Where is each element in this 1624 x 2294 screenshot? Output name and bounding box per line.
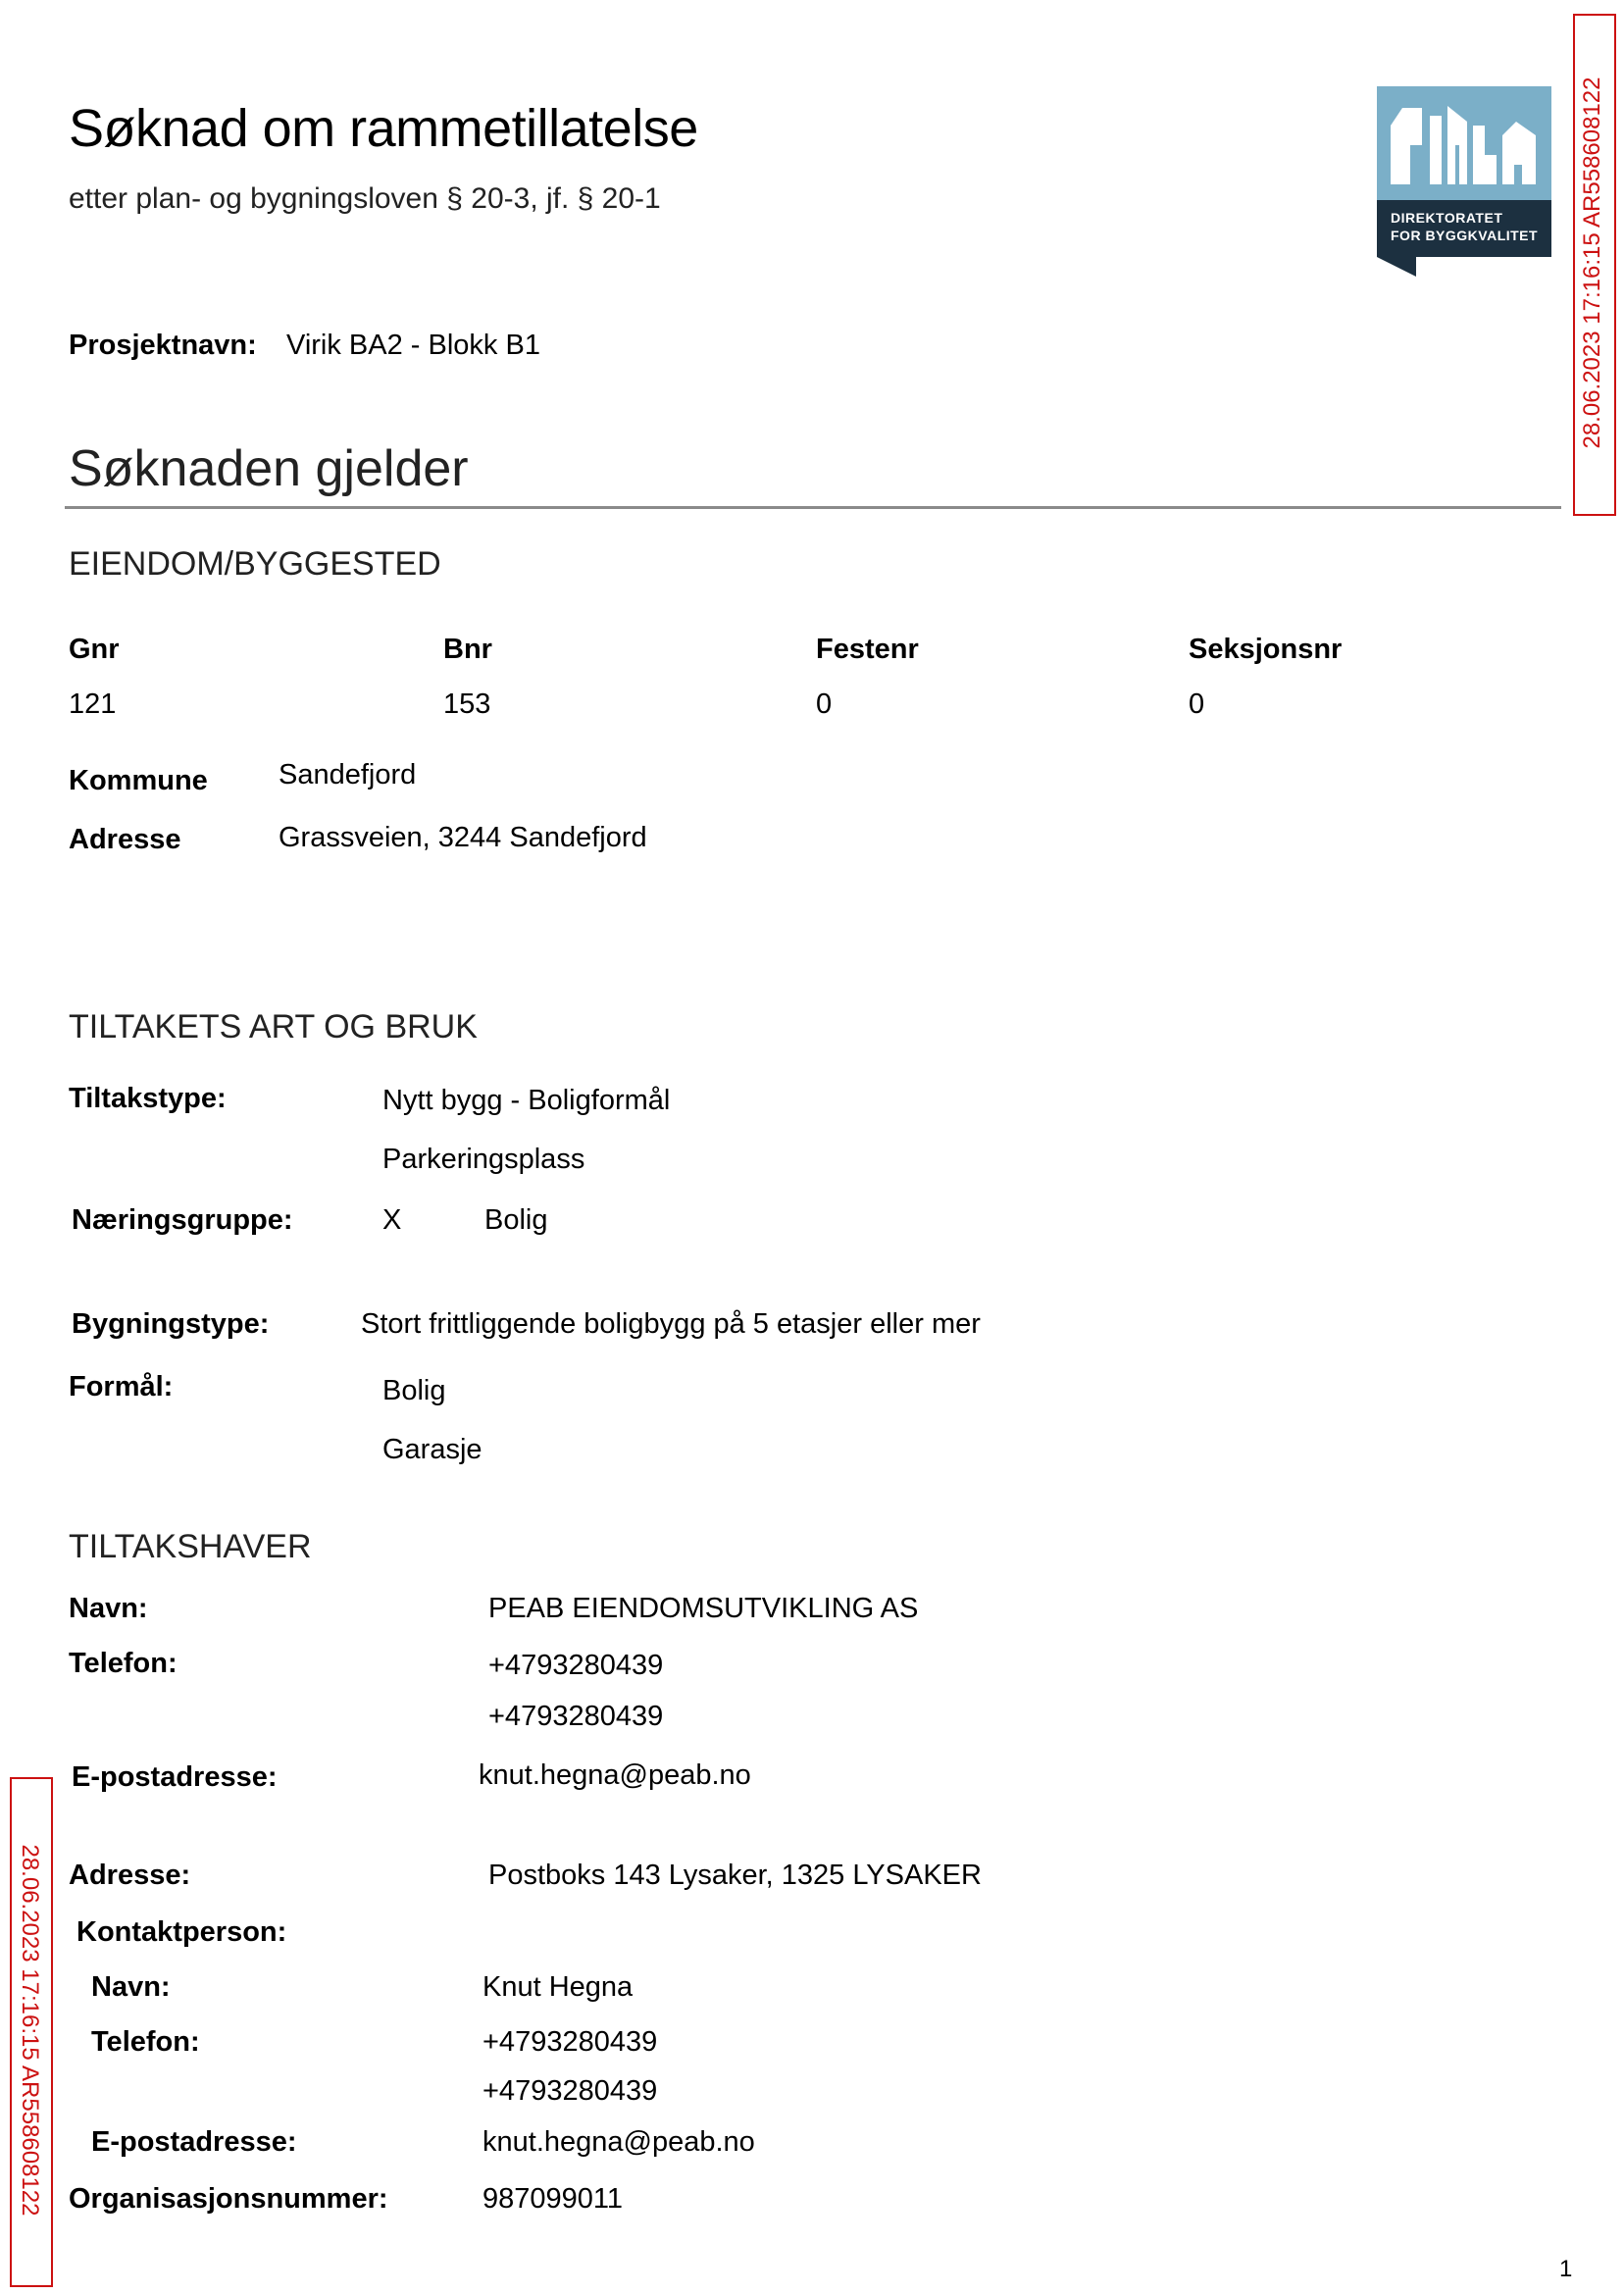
festenr-value: 0 <box>816 688 833 720</box>
dibk-logo <box>1377 86 1551 277</box>
kp-telefon-value-2: +4793280439 <box>482 2075 658 2107</box>
th-epost-label: E-postadresse: <box>72 1761 278 1793</box>
section-divider <box>65 506 1561 509</box>
th-telefon-value-2: +4793280439 <box>488 1701 664 1732</box>
kp-telefon-label: Telefon: <box>91 2026 200 2058</box>
eiendom-heading: EIENDOM/BYGGESTED <box>69 545 441 583</box>
formal-value-2: Garasje <box>382 1434 482 1465</box>
festenr-label: Festenr <box>816 634 919 665</box>
kp-navn-label: Navn: <box>91 1971 171 2003</box>
project-value: Virik BA2 - Blokk B1 <box>286 330 540 361</box>
kp-epost-label: E-postadresse: <box>91 2126 297 2158</box>
logo-line-1: DIREKTORATET <box>1391 210 1503 226</box>
gnr-value: 121 <box>69 688 117 720</box>
kommune-value: Sandefjord <box>279 759 417 790</box>
logo-line-2: FOR BYGGKVALITET <box>1391 228 1539 243</box>
adresse-value: Grassveien, 3244 Sandefjord <box>279 822 647 853</box>
th-telefon-label: Telefon: <box>69 1648 178 1679</box>
kp-navn-value: Knut Hegna <box>482 1971 634 2003</box>
document-subtitle: etter plan- og bygningsloven § 20-3, jf. § 20-1 <box>69 182 661 215</box>
page-number: 1 <box>1559 2256 1573 2282</box>
th-navn-label: Navn: <box>69 1593 148 1624</box>
kontaktperson-label: Kontaktperson: <box>76 1916 287 1948</box>
gnr-label: Gnr <box>69 634 120 665</box>
formal-value-1: Bolig <box>382 1375 446 1406</box>
formal-label: Formål: <box>69 1371 174 1402</box>
th-adresse-value: Postboks 143 Lysaker, 1325 LYSAKER <box>488 1860 982 1891</box>
bnr-value: 153 <box>443 688 491 720</box>
bnr-label: Bnr <box>443 634 492 665</box>
tiltakshaver-heading: TILTAKSHAVER <box>69 1528 312 1565</box>
naeringsgruppe-label: Næringsgruppe: <box>72 1204 293 1236</box>
logo-graphic <box>1377 86 1551 277</box>
stamp-text-bottom: 28.06.2023 17:16:15 AR558608122 <box>17 1844 43 2217</box>
th-navn-value: PEAB EIENDOMSUTVIKLING AS <box>488 1593 919 1624</box>
bygningstype-value: Stort frittliggende boligbygg på 5 etasjer eller mer <box>361 1308 981 1340</box>
section-heading: Søknaden gjelder <box>69 440 469 497</box>
tiltakstype-value-2: Parkeringsplass <box>382 1144 585 1175</box>
naeringsgruppe-code: X <box>382 1204 402 1236</box>
naeringsgruppe-value: Bolig <box>484 1204 548 1236</box>
kp-epost-value: knut.hegna@peab.no <box>482 2126 755 2158</box>
bygningstype-label: Bygningstype: <box>72 1308 270 1340</box>
th-telefon-value-1: +4793280439 <box>488 1650 664 1681</box>
adresse-label: Adresse <box>69 824 181 855</box>
stamp-text-top: 28.06.2023 17:16:15 AR558608122 <box>1579 76 1605 449</box>
project-label: Prosjektnavn: <box>69 330 257 361</box>
orgnr-label: Organisasjonsnummer: <box>69 2183 388 2215</box>
tiltakstype-label: Tiltakstype: <box>69 1083 227 1114</box>
orgnr-value: 987099011 <box>482 2183 624 2215</box>
th-epost-value: knut.hegna@peab.no <box>479 1759 751 1791</box>
tiltakstype-value-1: Nytt bygg - Boligformål <box>382 1085 671 1116</box>
kp-telefon-value-1: +4793280439 <box>482 2026 658 2058</box>
document-title: Søknad om rammetillatelse <box>69 99 698 158</box>
kommune-label: Kommune <box>69 765 208 796</box>
tiltak-heading: TILTAKETS ART OG BRUK <box>69 1008 478 1045</box>
seksjonsnr-label: Seksjonsnr <box>1189 634 1343 665</box>
seksjonsnr-value: 0 <box>1189 688 1205 720</box>
th-adresse-label: Adresse: <box>69 1860 191 1891</box>
